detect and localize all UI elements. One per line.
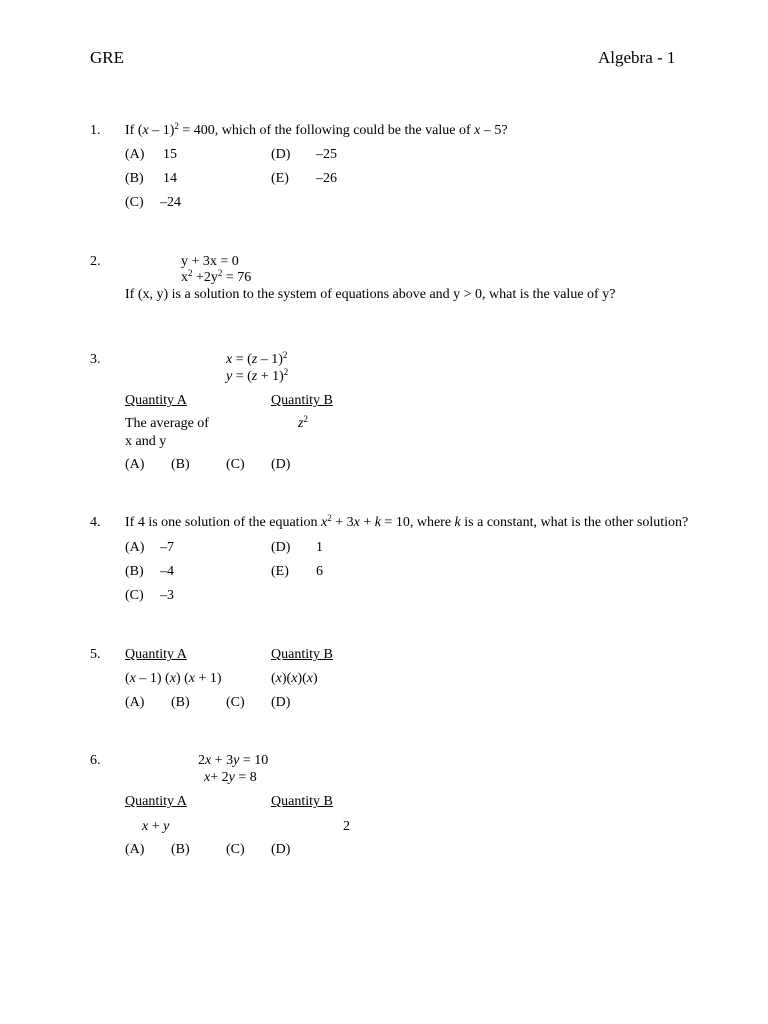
choice-letter: (C)	[125, 195, 144, 210]
quantity-b: (x)(x)(x)	[271, 671, 318, 686]
question-stem: If (x – 1)$^2$ = 400, which of the following could be the value of x – 5?	[125, 121, 508, 138]
choice-d: (D)	[271, 842, 291, 857]
quantity-a-line-1: The average of	[125, 416, 209, 431]
choice-b: (B)	[171, 457, 190, 472]
choice-value: 6	[316, 564, 323, 579]
question-stem: If 4 is one solution of the equation $x^2 + 3x + k = 10$, where k is a constant, what is the other solution?	[125, 513, 689, 530]
quantity-b: 2	[343, 819, 350, 834]
choice-value: 15	[163, 147, 177, 162]
choice-value: –7	[160, 540, 174, 555]
choice-letter: (A)	[125, 540, 145, 555]
choice-c: (C)	[226, 695, 245, 710]
equation-2: x+ 2y = 8	[204, 770, 257, 785]
quantity-a-label: Quantity A	[125, 393, 187, 408]
question-number: 2.	[90, 254, 101, 269]
quantity-a: x + y	[142, 819, 170, 834]
choice-c: (C)	[226, 842, 245, 857]
equation-2: $y = (z + 1)^2$	[226, 367, 289, 384]
equation-2: $x^2 +2y^2 = 76$	[181, 268, 252, 285]
choice-b: (B)	[171, 695, 190, 710]
choice-value: 14	[163, 171, 177, 186]
choice-d: (D)	[271, 695, 291, 710]
choice-a: (A)	[125, 842, 145, 857]
header-subject: GRE	[90, 48, 124, 67]
equation-1: 2x + 3y = 10	[198, 753, 269, 768]
question-stem: If (x, y) is a solution to the system of equations above and y > 0, what is the value of y?	[125, 287, 616, 302]
choice-value: –26	[316, 171, 337, 186]
choice-letter: (B)	[125, 171, 144, 186]
quantity-a: (x – 1) (x) (x + 1)	[125, 671, 222, 686]
quantity-b: $z^2$	[298, 414, 308, 431]
equation-1: x = (z – 1)$^2$	[226, 350, 288, 367]
choice-a: (A)	[125, 695, 145, 710]
choice-letter: (C)	[125, 588, 144, 603]
choice-letter: (D)	[271, 540, 291, 555]
quantity-a-line-2: x and y	[125, 434, 167, 449]
choice-letter: (B)	[125, 564, 144, 579]
choice-letter: (E)	[271, 171, 289, 186]
choice-letter: (E)	[271, 564, 289, 579]
choice-c: (C)	[226, 457, 245, 472]
equation-1: y + 3x = 0	[181, 254, 239, 269]
choice-letter: (A)	[125, 147, 145, 162]
question-number: 4.	[90, 515, 101, 530]
choice-value: –4	[160, 564, 174, 579]
question-number: 3.	[90, 352, 101, 367]
quantity-b-label: Quantity B	[271, 794, 333, 809]
choice-value: 1	[316, 540, 323, 555]
quantity-b-label: Quantity B	[271, 647, 333, 662]
question-number: 1.	[90, 123, 101, 138]
choice-value: –3	[160, 588, 174, 603]
question-number: 6.	[90, 753, 101, 768]
choice-value: –24	[160, 195, 181, 210]
choice-a: (A)	[125, 457, 145, 472]
choice-letter: (D)	[271, 147, 291, 162]
choice-d: (D)	[271, 457, 291, 472]
quantity-b-label: Quantity B	[271, 393, 333, 408]
question-number: 5.	[90, 647, 101, 662]
header-topic: Algebra - 1	[598, 48, 676, 67]
choice-value: –25	[316, 147, 337, 162]
quantity-a-label: Quantity A	[125, 794, 187, 809]
quantity-a-label: Quantity A	[125, 647, 187, 662]
choice-b: (B)	[171, 842, 190, 857]
